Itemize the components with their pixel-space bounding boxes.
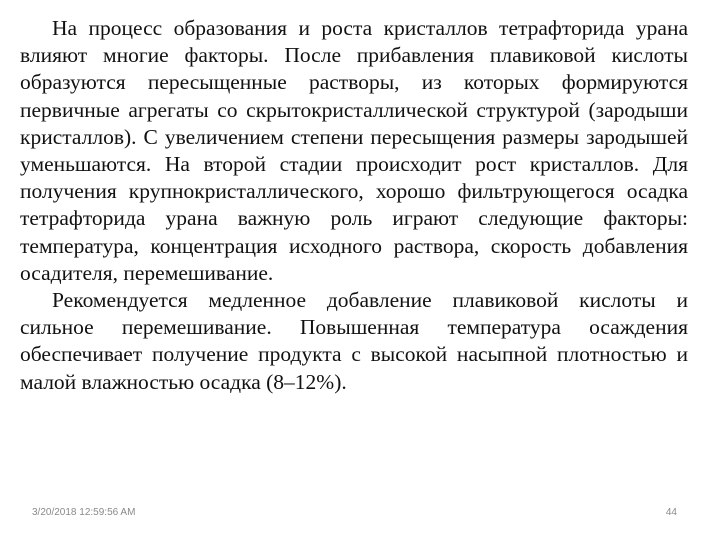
paragraph-2: Рекомендуется медленное добавление плавиковой кислоты и сильное перемешивание. Повышенная температура осаждения обеспечивает получение продукта с высокой насыпной плотностью и малой влажностью осадка (8–12%).: [20, 288, 688, 394]
slide-body-text: [20, 15, 688, 396]
footer-page-number: 44: [665, 507, 677, 518]
footer-date: 3/20/2018 12:59:56 AM: [32, 507, 136, 518]
paragraph-1: На процесс образования и роста кристаллов тетрафторида урана влияют многие факторы. После прибавления плавиковой кислоты образуются пересыщенные растворы, из которых формируются первичные агрегаты со скрытокристаллической структурой (зародыши кристаллов). С увеличением степени пересыщения размеры зародышей уменьшаются. На второй стадии происходит рост кристаллов. Для получения крупнокристаллического, хорошо фильтрующегося осадка тетрафторида урана важную роль играют следующие факторы: температура, концентрация исходного раствора, скорость добавления осадителя, перемешивание.: [20, 16, 688, 285]
